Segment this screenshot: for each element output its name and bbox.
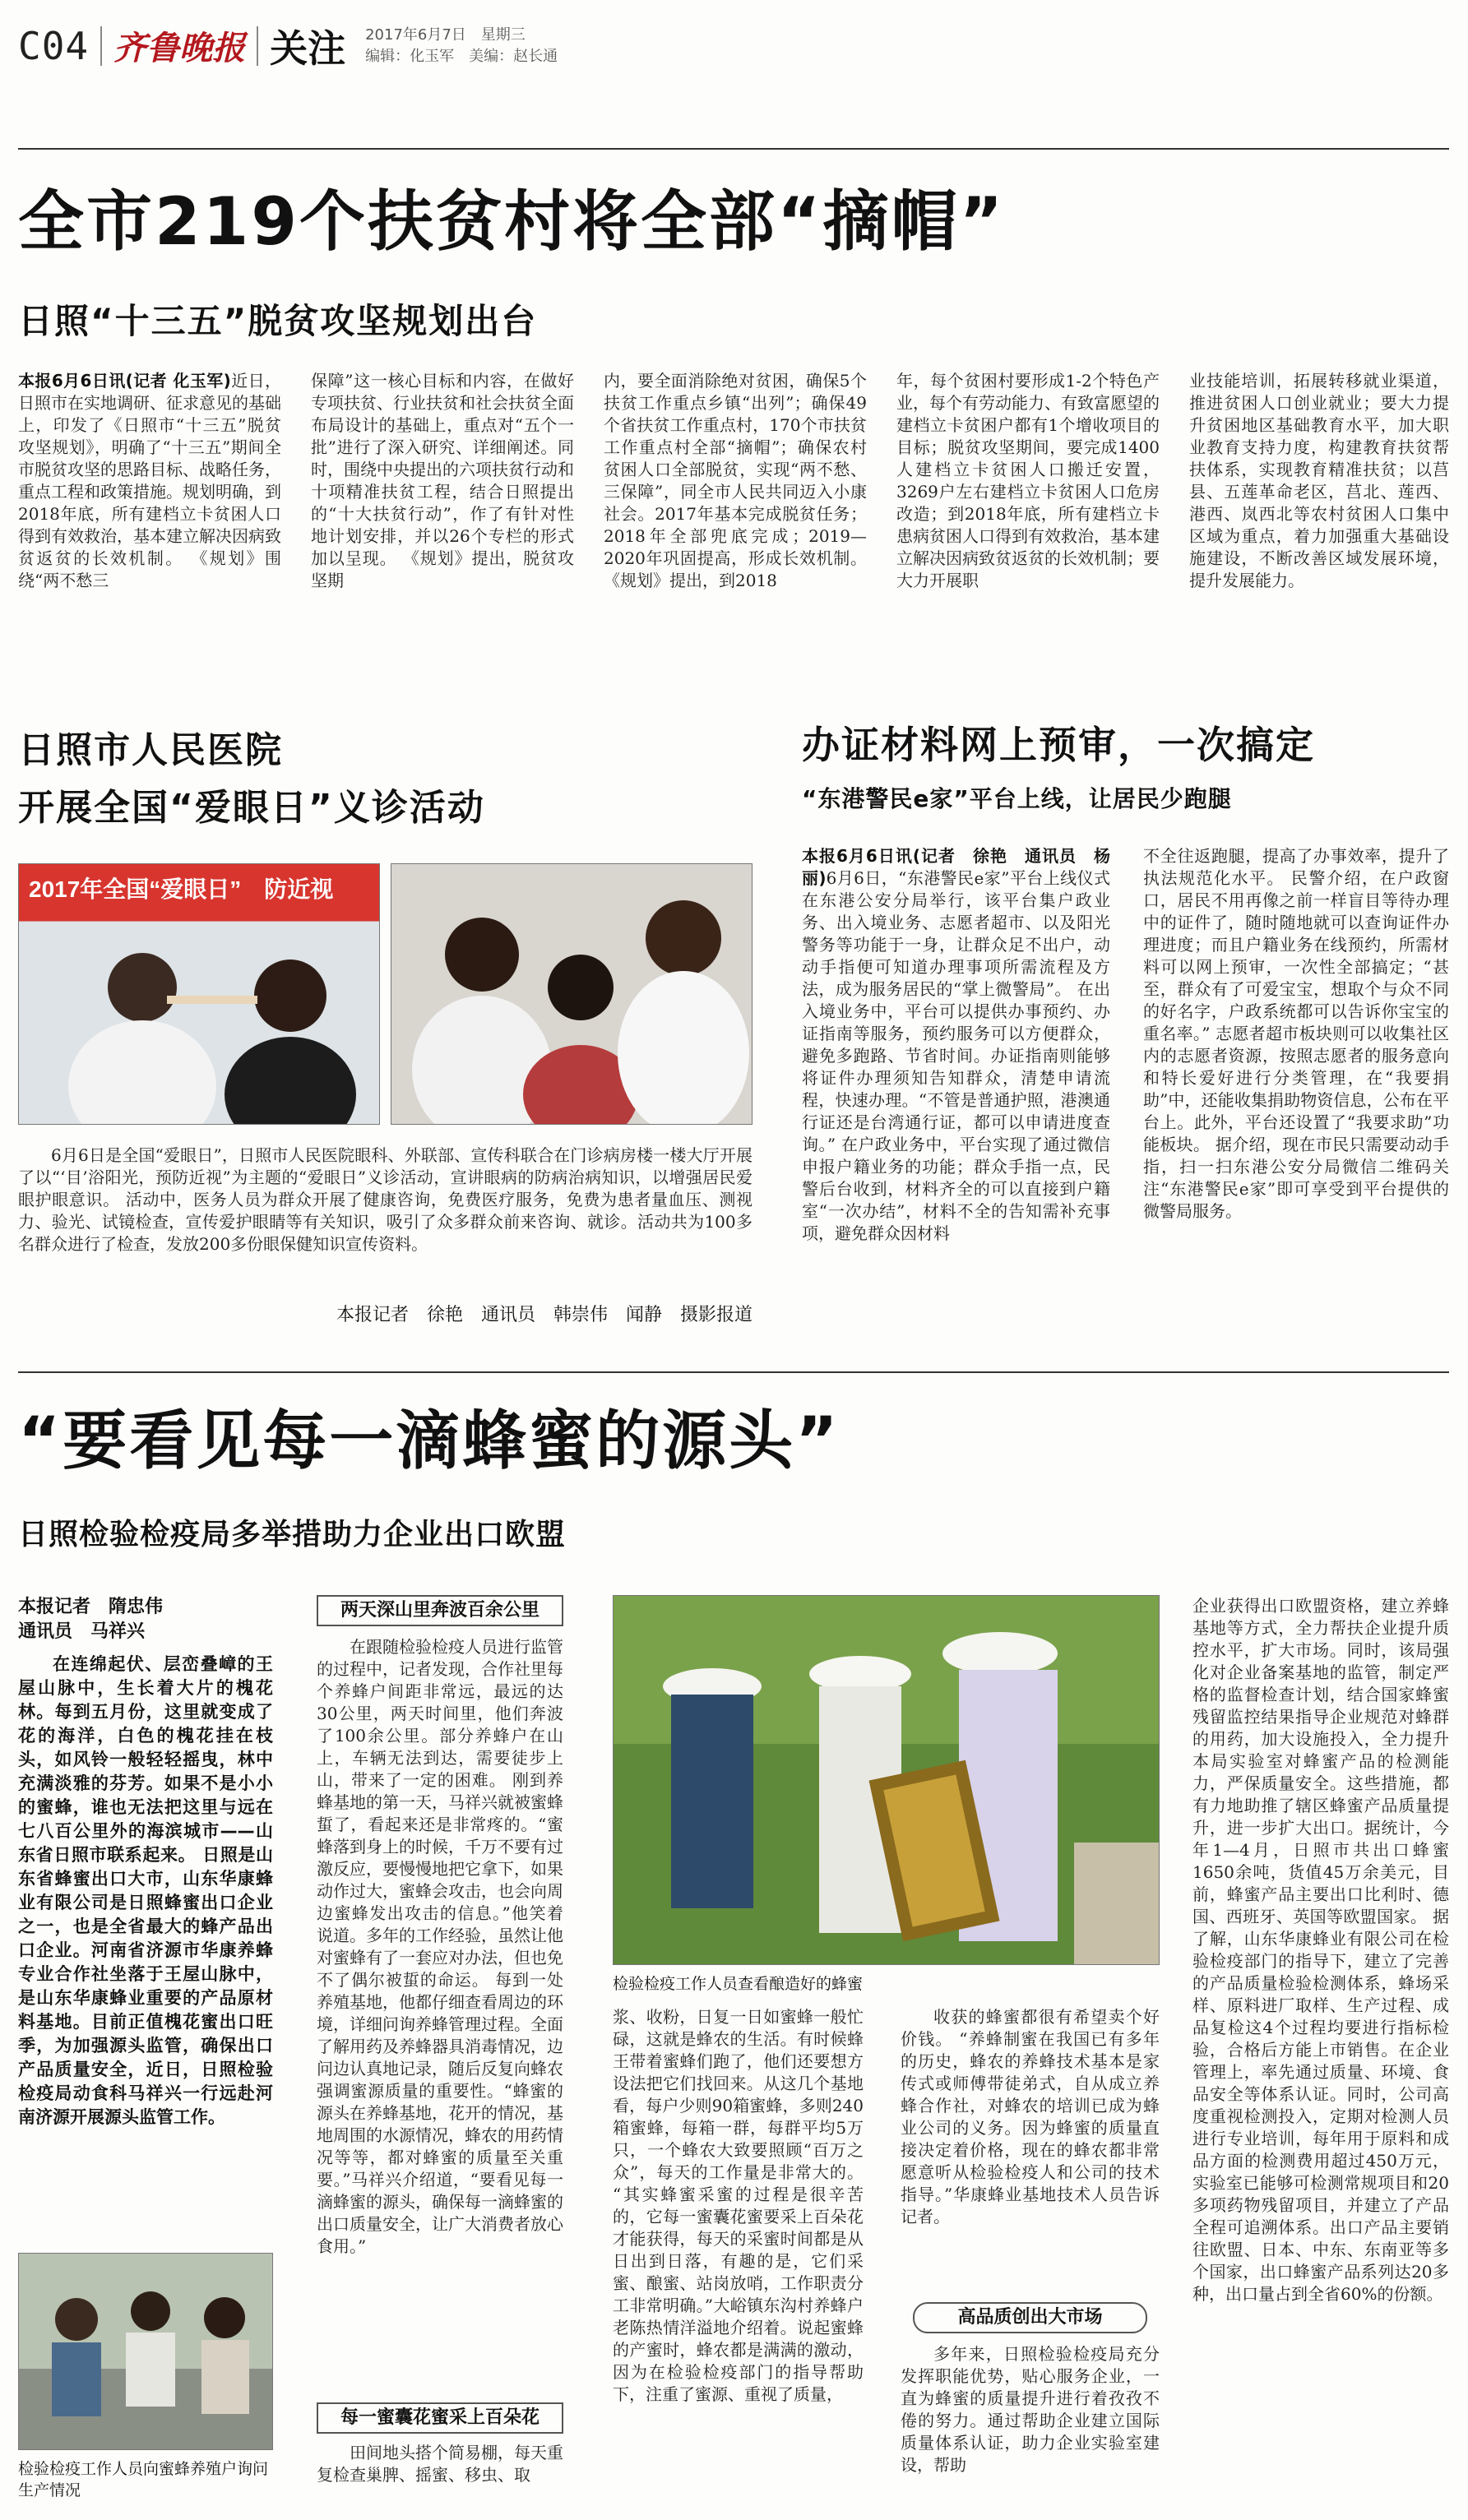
photo2-caption: 检验检疫工作人员查看酿造好的蜂蜜 [613,1975,864,1993]
beekeeper-interview-photo [18,2253,273,2450]
honey-inspection-photo [613,1595,1160,1965]
story4-lead: 在连绵起伏、层峦叠嶂的王屋山脉中，生长着大片的槐花林。每到五月份，这里就变成了花的海洋，白色的槐花挂在枝头，如风铃一般轻轻摇曳，林中充满淡雅的芬芳。如果不是小小的蜜蜂，谁也无法把这里与远在七八百公里外的海滨城市——山东省日照市联系起来。 日照是山东省蜂蜜出口大市，山东华康蜂业有限公司是日照蜂蜜出口企业之一，也是全省最大的蜂产品出口企业。河南省济源市华康养蜂专业合作社坐落于王屋山脉中，是山东华康蜂业重要的产品原材料基地。目前正值槐花蜜出口旺季，为加强源头监管，确保出口产品质量安全，近日，日照检验检疫局动食科马祥兴一行远赴河南济源开展源头监管工作。 [18,1654,273,2127]
section-rule [18,1371,1449,1373]
newspaper-logo: 齐鲁晚报 [113,29,246,67]
photo1-caption: 检验检疫工作人员向蜜蜂养殖户询问生产情况 [18,2460,269,2499]
story4-col2b: 田间地头搭个简易棚，每天重复检查巢脾、摇蜜、移虫、取 [317,2443,563,2485]
story1-col5: 业技能培训，拓展转移就业渠道，推进贫困人口创业就业；要大力提升贫困地区基础教育水平，加大职业教育支持力度，构建教育扶贫帮扶体系，实现教育精准扶贫；以莒县、五莲革命老区，莒北、莲西、港西、岚西北等农村贫困人口集中区域为重点，着力加强重大基础设施建设，不断改善区域发展环境，提升发展能力。 [1189,371,1449,590]
issue-date: 2017年6月7日 星期三 [365,25,526,44]
story4-byline: 本报记者 隋忠伟 通讯员 马祥兴 [18,1597,164,1642]
story1-headline: 全市219个扶贫村将全部“摘帽” [18,183,1006,260]
eye-exam-illustration-2 [391,864,753,1125]
story1-dateline: 本报6月6日讯(记者 化玉军) [18,371,231,391]
story1-col2: 保障”这一核心目标和内容，在做好专项扶贫、行业扶贫和社会扶贫全面布局设计的基础上，重点对“五个一批”进行了深入研究、详细阐述。同时，围绕中央提出的六项扶贫行动和十项精准扶贫工程，结合日照提出的“十大扶贫行动”，作了有针对性地计划安排，并以26个专栏的形式加以呈现。 《规划》提出，脱贫攻坚期 [311,371,574,590]
top-rule [18,148,1449,150]
story4-col2: 在跟随检验检疫人员进行监管的过程中，记者发现，合作社里每个养蜂户间距非常远，最远的达30公里，两天时间里，他们奔波了100余公里。部分养蜂户在山上，车辆无法到达，需要徒步上山，带来了一定的困难。 刚到养蜂基地的第一天，马祥兴就被蜜蜂蜇了，看起来还是非常疼的。“蜜蜂落到身上的时候，千万不要有过激反应，要慢慢地把它拿下，如果动作过大，蜜蜂会攻击，也会向周边蜜蜂发出攻击的信息。”他笑着说道。多年的工作经验，虽然让他对蜜蜂有了一套应对办法，但也免不了偶尔被蜇的命运。 每到一处养殖基地，他都仔细查看周边的环境，详细问询养蜂管理过程。全面了解用药及养蜂器具消毒情况，边问边认真地记录，随后反复向蜂农强调蜜源质量的重要性。“蜂蜜的源头在养蜂基地，花开的情况，基地周围的水源情况，蜂农的用药情况等等，都对蜂蜜的质量至关重要。”马祥兴介绍道，“要看见每一滴蜂蜜的源头，确保每一滴蜂蜜的出口质量安全，让广大消费者放心食用。” [317,1637,563,2256]
story4-col4: 收获的蜂蜜都很有希望卖个好价钱。 “养蜂制蜜在我国已有多年的历史，蜂农的养蜂技术基本是家传式或师傅带徒弟式，自从成立养蜂合作社，对蜂农的培训已成为蜂业公司的义务。因为蜂蜜的质量直接决定着价格，现在的蜂农都非常愿意听从检验检疫人和公司的技术指导。”华康蜂业基地技术人员告诉记者。 [901,2007,1160,2226]
story4-subheadline: 日照检验检疫局多举措助力企业出口欧盟 [18,1518,567,1551]
masthead [18,15,1449,76]
eye-exam-illustration-1 [19,864,380,1125]
honey-inspection-illustration [614,1596,1160,1965]
eye-exam-photo-1 [18,863,380,1125]
story4-col5: 企业获得出口欧盟资格，建立养蜂基地等方式，全力帮扶企业提升质控水平，扩大市场。同时，该局强化对企业备案基地的监管，制定严格的监督检查计划，结合国家蜂蜜残留监控结果指导企业规范对蜂群的用药，加大设施投入，全力提升本局实验室对蜂蜜产品的检测能力，严保质量安全。这些措施，都有力地助推了辖区蜂蜜产品质量提升，进一步扩大出口。据统计，今年1—4月，日照市共出口蜂蜜1650余吨，货值45万余美元，目前，蜂蜜产品主要出口比利时、德国、西班牙、英国等欧盟国家。 据了解，山东华康蜂业有限公司在检验检疫部门的指导下，建立了完善的产品质量检验检测体系，蜂场采样、原料进厂取样、生产过程、成品复检这4个过程均要进行指标检验，合格后方能上市销售。在企业管理上，率先通过质量、环境、食品安全等体系认证。同时，公司高度重视检测投入，定期对检测人员进行专业培训，每年用于原料和成品方面的检测费用超过450万元，实验室已能够可检测常规项目和20多项药物残留项目，并建立了产品全程可追溯体系。出口产品主要销往欧盟、日本、中东、东南亚等多个国家，出口蜂蜜产品系列达20多种，出口量占到全省60%的份额。 [1192,1596,1449,2304]
story2-credit: 本报记者 徐艳 通讯员 韩崇伟 闻静 摄影报道 [336,1305,753,1325]
story3-dateline: 本报6月6日讯(记者 徐艳 通讯员 杨丽) [802,846,1110,888]
story2-headline-line2: 开展全国“爱眼日”义诊活动 [18,787,485,829]
story2-headline-line1: 日照市人民医院 [18,729,283,771]
story4-col4b: 多年来，日照检验检疫局充分发挥职能优势，贴心服务企业，一直为蜂蜜的质量提升进行着孜孜不倦的努力。通过帮助企业建立国际质量体系认证，助力企业实验室建设，帮助 [901,2344,1160,2475]
story1-subheadline: 日照“十三五”脱贫攻坚规划出台 [18,301,538,341]
masthead-divider [257,26,258,66]
story2-body: 6月6日是全国“爱眼日”，日照市人民医院眼科、外联部、宣传科联合在门诊病房楼一楼大厅开展了以“‘目’浴阳光，预防近视”为主题的“爱眼日”义诊活动，宣讲眼病的防病治病知识，以增强居民爱眼护眼意识。 活动中，医务人员为群众开展了健康咨询，免费医疗服务，免费为患者量血压、测视力、验光、试镜检查，宣传爱护眼睛等有关知识，吸引了众多群众前来咨询、就诊。活动共为100多名群众进行了检查，发放200多份眼保健知识宣传资料。 [18,1145,753,1254]
story3-headline: 办证材料网上预审，一次搞定 [802,723,1315,767]
story3-col1: 本报6月6日讯(记者 徐艳 通讯员 杨丽)6月6日，“东港警民e家”平台上线仪式在东港公安分局举行，该平台集户政业务、出入境业务、志愿者超市、以及阳光警务等功能于一身，让群众足不出户，动动手指便可知道办理事项所需流程及方法，成为服务居民的“掌上微警局”。 在出入境业务中，平台可以提供办事预约、办证指南等服务，预约服务可以方便群众，避免多跑路、节省时间。办证指南则能够将证件办理须知告知群众，清楚申请流程，快速办理。“不管是普通护照，港澳通行证还是台湾通行证，都可以申请进度查询。” 在户政业务中，平台实现了通过微信申报户籍业务的功能；群众手指一点，民警后台收到，材料齐全的可以直接到户籍室“一次办结”，材料不全的告知需补充事项，避免群众因材料 [802,846,1110,1243]
story1-col1: 本报6月6日讯(记者 化玉军)近日，日照市在实地调研、征求意见的基础上，印发了《日照市“十三五”脱贫攻坚规划》，明确了“十三五”期间全市脱贫攻坚的思路目标、战略任务，重点工程和政策措施。规划明确，到2018年底，所有建档立卡贫困人口得到有效救治，基本建立解决因病致贫返贫的长效机制。 《规划》围绕“两不愁三 [18,371,281,590]
story4-col3: 浆、收粉，日复一日如蜜蜂一般忙碌，这就是蜂农的生活。有时候蜂王带着蜜蜂们跑了，他们还要想方设法把它们找回来。从这几个基地看，每户少则90箱蜜蜂，多则240箱蜜蜂，每箱一群，每群平均5万只，一个蜂农大致要照顾“百万之众”，每天的工作量是非常大的。 “其实蜂蜜采蜜的过程是很辛苦的，它每一蜜囊花蜜要采上百朵花才能获得，每天的采蜜时间都是从日出到日落，有趣的是，它们采蜜、酿蜜、站岗放哨，工作职责分工非常明确。”大峪镇东沟村养蜂户老陈热情洋溢地介绍着。说起蜜蜂的产蜜时，蜂农都是满满的激动，因为在检验检疫部门的指导帮助下，注重了蜜源、重视了质量， [613,2007,864,2404]
story1-col4: 年，每个贫困村要形成1-2个特色产业，每个有劳动能力、有致富愿望的建档立卡贫困户都有1个增收项目的目标；脱贫攻坚期间，要完成1400人建档立卡贫困人口搬迁安置，3269户左右建档立卡贫困人口危房改造；到2018年底，所有建档立卡患病贫困人口得到有效救治，基本建立解决因病致贫返贫的长效机制；要大力开展职 [896,371,1160,590]
editor-credits: 编辑：化玉军 美编：赵长通 [365,47,558,65]
story4-headline: “要看见每一滴蜂蜜的源头” [18,1404,841,1478]
story3-subheadline: “东港警民e家”平台上线，让居民少跑腿 [802,785,1232,812]
story3-col2: 不全往返跑腿，提高了办事效率，提升了执法规范化水平。 民警介绍，在户政窗口，居民不用再像之前一样盲目等待办理中的证件了，随时随地就可以查询证件办理进度；而且户籍业务在线预约，所需材料可以网上预审，一次性全部搞定；“甚至，群众有了可爱宝宝，想取个与众不同的好名字，户政系统都可以告诉你宝宝的重名率。” 志愿者超市板块则可以收集社区内的志愿者资源，按照志愿者的服务意向和特长爱好进行分类管理，在“我要捐助”中，还能收集捐助物资信息，公布在平台上。此外，平台还设置了“我要求助”功能板块。 据介绍，现在市民只需要动动手指，扫一扫东港公安分局微信二维码关注“东港警民e家”即可享受到平台提供的微警局服务。 [1143,846,1449,1221]
story1-col3: 内，要全面消除绝对贫困，确保5个扶贫工作重点乡镇“出列”；确保49个省扶贫工作重点村，170个市扶贫工作重点村全部“摘帽”；确保农村贫困人口全部脱贫，实现“两不愁、三保障”，同全市人民共同迈入小康社会。2017年基本完成脱贫任务；2018年全部兜底完成；2019—2020年巩固提高，形成长效机制。 《规划》提出，到2018 [604,371,867,590]
subhead-box-2: 每一蜜囊花蜜采上百朵花 [317,2402,563,2434]
eye-exam-photo-2 [391,863,753,1125]
page-number: C04 [18,23,90,68]
masthead-meta [365,25,558,67]
section-name: 关注 [270,25,346,71]
subhead-box-3: 高品质创出大市场 [913,2302,1147,2333]
interview-illustration [19,2254,273,2450]
masthead-divider [100,26,102,66]
subhead-box-1: 两天深山里奔波百余公里 [317,1595,563,1626]
event-banner-text: 2017年全国“爱眼日” 防近视 [29,876,334,902]
